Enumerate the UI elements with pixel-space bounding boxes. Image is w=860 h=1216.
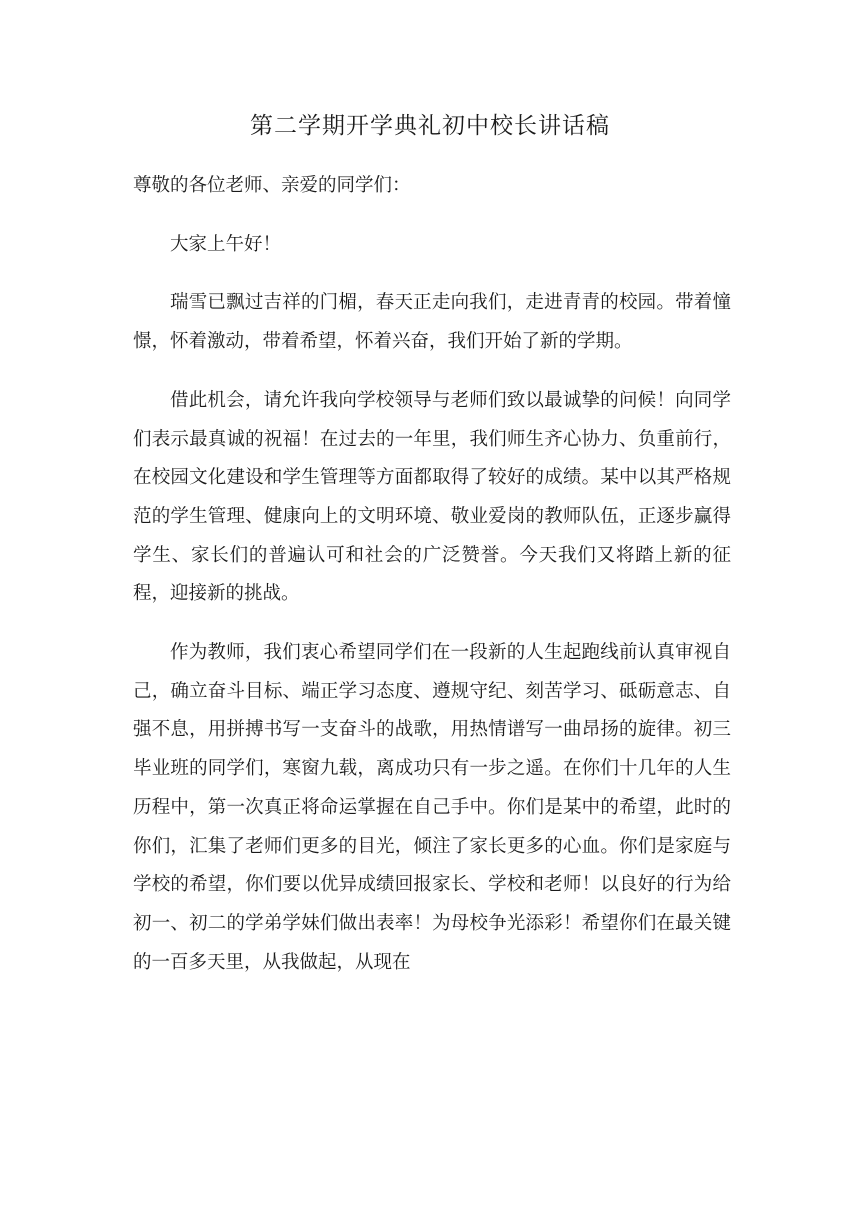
paragraph-hopes: 作为教师，我们衷心希望同学们在一段新的人生起跑线前认真审视自己，确立奋斗目标、端正学习态度、遵规守纪、刻苦学习、砥砺意志、自强不息，用拼搏书写一支奋斗的战歌，用热情谱写一曲昂扬的旋律。初三毕业班的同学们，寒窗九载，离成功只有一步之遥。在你们十几年的人生历程中，第一次真正将命运掌握在自己手中。你们是某中的希望，此时的你们，汇集了老师们更多的目光，倾注了家长更多的心血。你们是家庭与学校的希望，你们要以优异成绩回报家长、学校和老师！以良好的行为给初一、初二的学弟学妹们做出表率！为母校争光添彩！希望你们在最关键的一百多天里，从我做起，从现在 bbox=[133, 642, 731, 973]
paragraph-review: 借此机会，请允许我向学校领导与老师们致以最诚挚的问候！向同学们表示最真诚的祝福！在过去的一年里，我们师生齐心协力、负重前行，在校园文化建设和学生管理等方面都取得了较好的成绩。某中以其严格规范的学生管理、健康向上的文明环境、敬业爱岗的教师队伍，正逐步赢得学生、家长们的普遍认可和社会的广泛赞誉。今天我们又将踏上新的征程，迎接新的挑战。 bbox=[133, 389, 731, 605]
paragraph-greeting: 大家上午好！ bbox=[170, 233, 282, 255]
salutation: 尊敬的各位老师、亲爱的同学们： bbox=[133, 175, 411, 196]
document-title: 第二学期开学典礼初中校长讲话稿 bbox=[250, 113, 610, 139]
document-body bbox=[133, 167, 731, 1002]
paragraph-spring: 瑞雪已飘过吉祥的门楣，春天正走向我们，走进青青的校园。带着憧憬，怀着激动，带着希望，怀着兴奋，我们开始了新的学期。 bbox=[133, 292, 731, 353]
